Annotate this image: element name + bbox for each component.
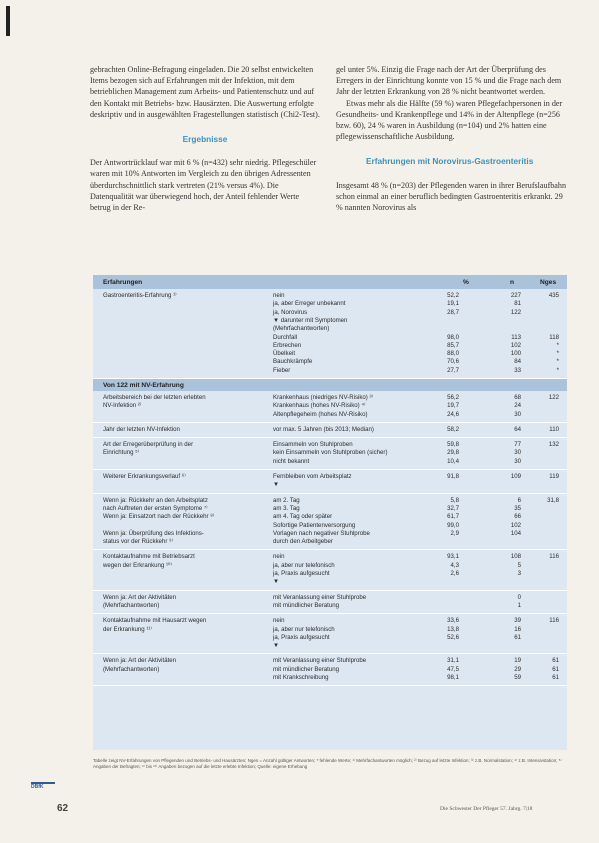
answer-cell: vor max. 5 Jahren (bis 2013; Median) — [273, 425, 374, 433]
row-label: nach Auftreten der ersten Symptome ⁷⁾ — [103, 504, 208, 512]
row-label: Einrichtung ⁵⁾ — [103, 449, 140, 457]
table-row-group — [93, 470, 567, 494]
percent-cell: 52,2 — [447, 292, 459, 299]
total-cell: 31,8 — [547, 496, 559, 504]
count-cell: 104 — [510, 529, 521, 537]
count-cell: 5 — [517, 561, 521, 569]
answer-cell: am 2. Tag — [273, 496, 300, 504]
total-cell: 119 — [549, 473, 559, 481]
percent-cell: 31,1 — [447, 657, 459, 665]
table-row-group — [93, 591, 567, 615]
count-cell: 109 — [510, 473, 521, 481]
paragraph: gel unter 5%. Einzig die Frage nach der Art der Überprüfung des Erregers in der Einrichtung konnte von 15 % und die Frage nach dem Jahr der letzten Erkrankung von 28 % nicht beantwortet werden. — [336, 65, 562, 97]
answer-cell: ▼ darunter mit Symptomen — [273, 316, 348, 324]
answer-cell: am 4. Tag oder später — [273, 513, 333, 521]
table-row-group — [93, 289, 567, 379]
percent-cell: 24,6 — [447, 410, 459, 418]
total-cell: * — [556, 350, 559, 358]
percent-cell: 32,7 — [447, 504, 459, 512]
percent-cell: 2,9 — [450, 529, 459, 537]
answer-cell: mit mündlicher Beratung — [273, 665, 340, 673]
table-row-group — [93, 391, 567, 423]
row-label: Wenn ja: Einsatzort nach der Rückkehr ⁸⁾ — [103, 513, 215, 521]
results-table — [93, 275, 567, 750]
count-cell: 3 — [517, 570, 521, 578]
answer-cell: mit Krankschreibung — [273, 674, 329, 682]
total-cell: 116 — [549, 553, 559, 561]
percent-cell: 27,7 — [447, 366, 459, 374]
count-cell: 16 — [514, 625, 521, 633]
row-label: wegen der Erkrankung ¹⁰⁾ — [103, 561, 172, 569]
percent-cell: 28,7 — [447, 308, 459, 316]
count-cell: 35 — [514, 504, 521, 512]
answer-cell: Übelkeit — [273, 350, 296, 358]
answer-cell: nein — [273, 292, 285, 299]
count-cell: 84 — [514, 358, 521, 366]
answer-cell: Fieber — [273, 366, 291, 374]
total-cell: 61 — [552, 657, 559, 665]
table-header — [93, 275, 567, 289]
percent-cell: 98,1 — [447, 674, 459, 682]
answer-cell: Sofortige Patientenversorgung — [273, 521, 356, 529]
answer-cell: ja, Praxis aufgesucht — [273, 633, 330, 641]
answer-cell: Einsammeln von Stuhlproben — [273, 441, 353, 449]
count-cell: 59 — [514, 674, 521, 682]
answer-cell: ja, aber nur telefonisch — [273, 561, 335, 569]
paragraph: Der Antwortrücklauf war mit 6 % (n=432) sehr niedrig. Pflegeschüler waren mit 10% Antworten im Vergleich zu den übrigen Adressenten überdurchschnittlich stark vertreten (21% versus 4%). Die Datenqualität war überwiegend hoch, der Anteil fehlender Werte betrug in der Re- — [90, 158, 317, 213]
header-experience: Erfahrungen — [103, 278, 143, 286]
answer-cell: nein — [273, 617, 285, 625]
dbfk-logo: DBfK — [31, 782, 55, 796]
total-cell: * — [556, 366, 559, 374]
count-cell: 100 — [510, 350, 521, 358]
answer-cell: Bauchkrämpfe — [273, 358, 313, 366]
total-cell: 116 — [549, 617, 559, 625]
count-cell: 29 — [514, 665, 521, 673]
section-heading: Ergebnisse — [182, 134, 228, 145]
total-cell: 61 — [552, 674, 559, 682]
article-body — [90, 64, 566, 213]
table-row-group — [93, 550, 567, 590]
count-cell: 1 — [517, 601, 521, 609]
row-label: Kontaktaufnahme mit Hausarzt wegen — [103, 617, 207, 625]
total-cell: 118 — [549, 333, 559, 341]
percent-cell: 29,8 — [447, 449, 459, 457]
percent-cell: 4,3 — [450, 561, 459, 569]
right-column — [336, 64, 566, 213]
percent-cell: 56,2 — [447, 394, 459, 401]
answer-cell: ja, Norovirus — [273, 308, 308, 316]
table-row-group — [93, 654, 567, 686]
count-cell: 64 — [514, 425, 521, 433]
count-cell: 66 — [514, 513, 521, 521]
answer-cell: nein — [273, 553, 285, 561]
percent-cell: 88,0 — [447, 350, 459, 358]
answer-cell: Krankenhaus (niedriges NV-Risiko) ³⁾ — [273, 394, 374, 401]
row-label: Wenn ja: Überprüfung des Infektions- — [103, 529, 204, 537]
total-cell: 132 — [548, 441, 559, 449]
percent-cell: 98,0 — [447, 333, 459, 341]
row-label: Kontaktaufnahme mit Betriebsarzt — [103, 553, 195, 561]
paragraph: Insgesamt 48 % (n=203) der Pflegenden waren in ihrer Berufslaufbahn schon einmal an einer beruflich bedingten Gastroenteritis erkrankt. 29 % nannten Norovirus als — [336, 180, 566, 213]
left-column — [90, 64, 320, 213]
count-cell: 30 — [514, 449, 521, 457]
total-cell: 61 — [552, 665, 559, 673]
percent-cell: 47,5 — [447, 665, 459, 673]
answer-cell: ja, Praxis aufgesucht — [273, 570, 330, 578]
count-cell: 102 — [510, 521, 521, 529]
count-cell: 81 — [514, 300, 521, 308]
row-label: der Erkrankung ¹¹⁾ — [103, 625, 152, 633]
section-heading: Erfahrungen mit Norovirus-Gastroenteritis — [366, 156, 534, 167]
total-cell: 110 — [549, 425, 559, 433]
count-cell: 33 — [514, 366, 521, 374]
answer-cell: mit Veranlassung einer Stuhlprobe — [273, 657, 367, 665]
row-label: Gastroenteritis-Erfahrung ¹⁾ — [103, 292, 177, 299]
percent-cell: 91,8 — [447, 473, 459, 481]
header-percent: % — [463, 278, 469, 286]
answer-cell: Fernbleiben vom Arbeitsplatz — [273, 473, 352, 481]
answer-cell: mit Veranlassung einer Stuhlprobe — [273, 593, 367, 601]
total-cell: 122 — [548, 394, 559, 401]
count-cell: 61 — [514, 633, 521, 641]
percent-cell: 93,1 — [447, 553, 459, 561]
answer-cell: durch den Arbeitgeber — [273, 538, 333, 546]
count-cell: 30 — [514, 410, 521, 418]
percent-cell: 2,6 — [450, 570, 459, 578]
answer-cell: Vorlagen nach negativer Stuhlprobe — [273, 529, 370, 537]
count-cell: 113 — [511, 333, 521, 341]
count-cell: 108 — [510, 553, 521, 561]
row-label: NV-Infektion ²⁾ — [103, 402, 142, 410]
answer-cell: Erbrechen — [273, 341, 302, 349]
row-label: Wenn ja: Art der Aktivitäten — [103, 657, 177, 665]
total-cell: * — [556, 358, 559, 366]
percent-cell: 52,6 — [447, 633, 459, 641]
percent-cell: 58,2 — [447, 425, 459, 433]
row-label: (Mehrfachantworten) — [103, 601, 160, 609]
percent-cell: 13,8 — [447, 625, 459, 633]
percent-cell: 19,7 — [447, 402, 459, 410]
count-cell: 39 — [514, 617, 521, 625]
table-row-group — [93, 438, 567, 470]
section-title: Von 122 mit NV-Erfahrung — [93, 379, 567, 391]
count-cell: 24 — [514, 402, 521, 410]
percent-cell: 61,7 — [447, 513, 459, 521]
percent-cell: 5,8 — [450, 496, 459, 504]
answer-cell: ▼ — [273, 481, 280, 489]
table-footnote: Tabelle zeigt NV-Erfahrungen von Pflegenden und Betriebs- und Hausärzten; Nges = Anzahl gültiger Antworten; * fehlende Werte; ¹⁾ Mehrfachantworten möglich; ²⁾ Bezug auf letzte Infektion; ³⁾ z.B. Normalstation; ⁴⁾ z.B. Intensivstation; ⁵⁾ Angaben der Befragten; ⁶⁾ bis ¹¹⁾ Angaben bezogen auf die letzte erlebte Infektion; Quelle: eigene Erhebung — [93, 758, 562, 770]
count-cell: 227 — [510, 292, 521, 299]
total-cell: 435 — [548, 292, 559, 299]
answer-cell: (Mehrfachantworten) — [273, 325, 330, 333]
count-cell: 102 — [510, 341, 521, 349]
row-label: Weiterer Erkrankungsverlauf ⁶⁾ — [103, 473, 186, 481]
page-number: 62 — [57, 803, 69, 814]
row-label: Wenn ja: Rückkehr an den Arbeitsplatz — [103, 496, 208, 504]
percent-cell: 70,6 — [447, 358, 459, 366]
answer-cell: nicht bekannt — [273, 457, 310, 465]
answer-cell: ja, aber Erreger unbekannt — [273, 300, 346, 308]
total-cell: * — [556, 341, 559, 349]
answer-cell: am 3. Tag — [273, 504, 300, 512]
row-label: Arbeitsbereich bei der letzten erlebten — [103, 394, 206, 401]
percent-cell: 33,6 — [447, 617, 459, 625]
row-label: (Mehrfachantworten) — [103, 665, 160, 673]
header-n: n — [510, 278, 515, 286]
percent-cell: 19,1 — [447, 300, 459, 308]
table-row-group — [93, 494, 567, 551]
table-row-group — [93, 423, 567, 438]
answer-cell: ▼ — [273, 642, 280, 650]
count-cell: 77 — [514, 441, 521, 449]
journal-citation: Die Schwester Der Pfleger 57. Jahrg. 7|18 — [440, 806, 533, 812]
percent-cell: 85,7 — [447, 341, 459, 349]
paragraph: gebrachten Online-Befragung eingeladen. Die 20 selbst entwickelten Items bezogen sich auf Erfahrungen mit der Infektion, mit dem betrieblichen Management zum Arbeits- und Patientenschutz und auf den Kontakt mit Betriebs- bzw. Hausärzten. Die Auswertung erfolgte deskriptiv und in ausgewählten Fragestellungen statistisch (Chi2-Test). — [90, 65, 320, 119]
answer-cell: Durchfall — [273, 333, 298, 341]
paragraph: Etwas mehr als die Hälfte (59 %) waren Pflegefachpersonen in der Gesundheits- und Krankenpflege und 14% in der Altenpflege (n=256 bzw. 60), 24 % waren in Ausbildung (n=104) und 2% hatten eine pflegewissenschaftliche Ausbildung. — [336, 98, 563, 142]
answer-cell: Krankenhaus (hohes NV-Risiko) ⁴⁾ — [273, 402, 366, 410]
answer-cell: ▼ — [273, 578, 280, 586]
count-cell: 0 — [517, 593, 521, 601]
percent-cell: 10,4 — [447, 457, 459, 465]
count-cell: 122 — [510, 308, 521, 316]
count-cell: 19 — [514, 657, 521, 665]
row-label: Art der Erregerüberprüfung in der — [103, 441, 194, 449]
count-cell: 68 — [514, 394, 521, 401]
percent-cell: 59,8 — [447, 441, 459, 449]
header-nges: Nges — [540, 278, 557, 286]
row-label: status vor der Rückkehr ⁹⁾ — [103, 538, 174, 546]
answer-cell: ja, aber nur telefonisch — [273, 625, 335, 633]
table-body — [93, 289, 567, 686]
row-label: Jahr der letzten NV-Infektion — [103, 425, 180, 433]
percent-cell: 99,0 — [447, 521, 459, 529]
answer-cell: mit mündlicher Beratung — [273, 601, 340, 609]
answer-cell: kein Einsammeln von Stuhlproben (sicher) — [273, 449, 388, 457]
row-label: Wenn ja: Art der Aktivitäten — [103, 593, 177, 601]
answer-cell: Altenpflegeheim (hohes NV-Risiko) — [273, 410, 368, 418]
count-cell: 30 — [514, 457, 521, 465]
count-cell: 6 — [517, 496, 521, 504]
page-edge-mark — [6, 6, 10, 36]
table-row-group — [93, 614, 567, 654]
